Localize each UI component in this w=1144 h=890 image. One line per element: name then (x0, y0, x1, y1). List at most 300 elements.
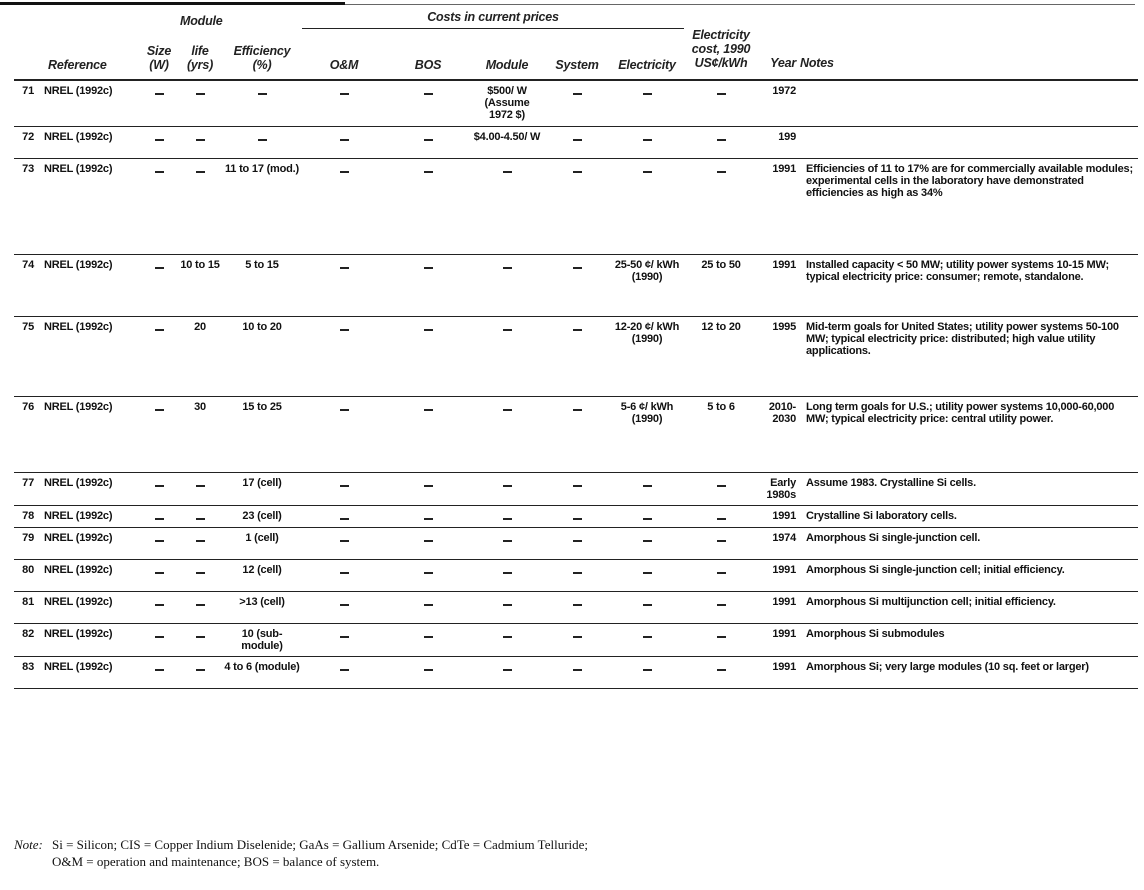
module-life-cell (178, 591, 222, 623)
year-cell-text: 1991 (772, 660, 797, 673)
year-cell-text: 1991 (772, 563, 797, 576)
empty-dash (196, 636, 205, 638)
empty-dash (573, 171, 582, 173)
module-life-cell (178, 396, 222, 472)
footnote-line-2: O&M = operation and maintenance; BOS = balance of system. (52, 854, 380, 869)
empty-dash (340, 540, 349, 542)
system-cost-cell (544, 472, 610, 505)
top-rule-thick (0, 2, 345, 5)
table-row (14, 656, 1138, 688)
row-number-text: 79 (22, 531, 34, 544)
reference-cell-text: NREL (1992c) (44, 509, 113, 522)
notes-cell (798, 80, 1138, 126)
efficiency-cell (222, 656, 302, 688)
efficiency-cell-text: >13 (cell) (239, 595, 285, 608)
module-cost-cell (470, 396, 544, 472)
footnote-label: Note: (14, 837, 43, 852)
empty-dash (573, 485, 582, 487)
footnote-line-1: Si = Silicon; CIS = Copper Indium Diselenide; GaAs = Gallium Arsenide; CdTe = Cadmium Telluride; (52, 837, 589, 852)
notes-cell-text: Assume 1983. Crystalline Si cells. (806, 476, 976, 489)
efficiency-cell-text: 11 to 17 (mod.) (224, 162, 300, 175)
notes-cell (798, 559, 1138, 591)
empty-dash (573, 669, 582, 671)
empty-dash (340, 267, 349, 269)
reference-cell-text: NREL (1992c) (44, 320, 113, 333)
empty-dash (643, 540, 652, 542)
notes-cell-text: Amorphous Si; very large modules (10 sq. feet or larger) (806, 660, 1089, 673)
table-row (14, 80, 1138, 126)
row-number (14, 527, 36, 559)
module-life-cell (178, 505, 222, 527)
module-cost-cell (470, 126, 544, 158)
empty-dash (717, 171, 726, 173)
header-om: O&M (302, 28, 386, 80)
electricity-1990-cell (684, 623, 758, 656)
efficiency-cell-text: 10 to 20 (242, 320, 282, 333)
footnote (14, 836, 1114, 870)
reference-cell-text: NREL (1992c) (44, 595, 113, 608)
empty-dash (155, 572, 164, 574)
system-cost-cell (544, 126, 610, 158)
row-number (14, 396, 36, 472)
om-cell (302, 316, 386, 396)
efficiency-cell (222, 559, 302, 591)
reference-cell-text: NREL (1992c) (44, 660, 113, 673)
year-cell (758, 559, 798, 591)
electricity-cost-cell (610, 126, 684, 158)
reference-cell (36, 527, 140, 559)
row-number (14, 126, 36, 158)
reference-cell (36, 472, 140, 505)
header-electricity: Electricity (610, 28, 684, 80)
module-cost-cell (470, 527, 544, 559)
om-cell (302, 126, 386, 158)
empty-dash (643, 572, 652, 574)
year-cell (758, 591, 798, 623)
module-life-cell (178, 158, 222, 254)
empty-dash (424, 669, 433, 671)
bos-cell (386, 158, 470, 254)
module-life-cell-text: 30 (194, 400, 206, 413)
system-cost-cell (544, 591, 610, 623)
table-row (14, 559, 1138, 591)
system-cost-cell (544, 158, 610, 254)
system-cost-cell (544, 527, 610, 559)
row-number (14, 591, 36, 623)
electricity-cost-cell (610, 158, 684, 254)
year-cell-text: 1991 (772, 595, 797, 608)
notes-cell-text: Amorphous Si submodules (806, 627, 945, 640)
table-row (14, 623, 1138, 656)
om-cell (302, 559, 386, 591)
year-cell-text: 2010-2030 (768, 400, 797, 425)
system-cost-cell (544, 396, 610, 472)
empty-dash (340, 572, 349, 574)
module-cost-cell (470, 559, 544, 591)
om-cell (302, 527, 386, 559)
row-number-text: 74 (22, 258, 34, 271)
empty-dash (717, 604, 726, 606)
empty-dash (503, 518, 512, 520)
year-cell (758, 623, 798, 656)
electricity-1990-cell (684, 158, 758, 254)
empty-dash (503, 171, 512, 173)
empty-dash (155, 518, 164, 520)
module-life-cell (178, 559, 222, 591)
module-cost-cell (470, 591, 544, 623)
electricity-cost-cell (610, 505, 684, 527)
module-cost-cell (470, 158, 544, 254)
module-life-cell (178, 472, 222, 505)
row-number (14, 623, 36, 656)
empty-dash (424, 572, 433, 574)
om-cell (302, 396, 386, 472)
om-cell (302, 505, 386, 527)
table-row (14, 126, 1138, 158)
reference-cell (36, 623, 140, 656)
table-row (14, 505, 1138, 527)
empty-dash (424, 636, 433, 638)
empty-dash (573, 329, 582, 331)
header-bos: BOS (386, 28, 470, 80)
empty-dash (196, 669, 205, 671)
year-cell-text: 1991 (772, 258, 797, 271)
empty-dash (155, 93, 164, 95)
electricity-1990-cell (684, 559, 758, 591)
notes-cell-text: Mid-term goals for United States; utility power systems 50-100 MW; typical electricity price: distributed; high value utility applications. (806, 320, 1119, 357)
size-cell (140, 126, 178, 158)
empty-dash (643, 93, 652, 95)
bos-cell (386, 527, 470, 559)
efficiency-cell (222, 591, 302, 623)
efficiency-cell (222, 396, 302, 472)
empty-dash (573, 540, 582, 542)
row-number-text: 73 (22, 162, 34, 175)
efficiency-cell-text: 12 (cell) (242, 563, 282, 576)
year-cell-text: 1991 (772, 627, 797, 640)
notes-cell (798, 126, 1138, 158)
size-cell (140, 316, 178, 396)
header-year: Year (758, 8, 798, 80)
empty-dash (643, 171, 652, 173)
om-cell (302, 472, 386, 505)
electricity-cost-cell (610, 656, 684, 688)
empty-dash (258, 139, 267, 141)
electricity-cost-cell-text: 5-6 ¢/ kWh (1990) (620, 400, 674, 425)
row-number-text: 82 (22, 627, 34, 640)
empty-dash (155, 669, 164, 671)
system-cost-cell (544, 316, 610, 396)
empty-dash (155, 171, 164, 173)
reference-cell (36, 80, 140, 126)
efficiency-cell (222, 158, 302, 254)
year-cell-text: 1991 (772, 162, 797, 175)
table-row (14, 591, 1138, 623)
reference-cell (36, 254, 140, 316)
empty-dash (196, 171, 205, 173)
efficiency-cell (222, 505, 302, 527)
header-module-life: life (yrs) (178, 28, 222, 80)
empty-dash (503, 572, 512, 574)
reference-cell (36, 591, 140, 623)
year-cell-text: 1995 (772, 320, 797, 333)
row-number-text: 72 (22, 130, 34, 143)
reference-cell-text: NREL (1992c) (44, 130, 113, 143)
empty-dash (643, 669, 652, 671)
system-cost-cell (544, 505, 610, 527)
empty-dash (340, 409, 349, 411)
size-cell (140, 396, 178, 472)
notes-cell-text: Amorphous Si single-junction cell; initial efficiency. (806, 563, 1065, 576)
year-cell (758, 472, 798, 505)
empty-dash (196, 540, 205, 542)
empty-dash (196, 518, 205, 520)
electricity-1990-cell (684, 316, 758, 396)
table-row (14, 527, 1138, 559)
bos-cell (386, 656, 470, 688)
year-cell (758, 80, 798, 126)
empty-dash (503, 329, 512, 331)
module-cost-cell (470, 254, 544, 316)
empty-dash (503, 669, 512, 671)
efficiency-cell-text: 15 to 25 (242, 400, 282, 413)
electricity-1990-cell (684, 505, 758, 527)
reference-cell (36, 158, 140, 254)
year-cell (758, 527, 798, 559)
notes-cell (798, 505, 1138, 527)
om-cell (302, 591, 386, 623)
empty-dash (196, 139, 205, 141)
module-life-cell (178, 316, 222, 396)
bos-cell (386, 591, 470, 623)
module-life-cell (178, 254, 222, 316)
table-row (14, 472, 1138, 505)
notes-cell-text: Amorphous Si single-junction cell. (806, 531, 981, 544)
bos-cell (386, 254, 470, 316)
electricity-1990-cell (684, 527, 758, 559)
electricity-1990-cell-text: 5 to 6 (707, 400, 735, 413)
bos-cell (386, 80, 470, 126)
module-life-cell (178, 126, 222, 158)
electricity-cost-cell (610, 623, 684, 656)
efficiency-cell-text: 1 (cell) (245, 531, 279, 544)
empty-dash (503, 604, 512, 606)
notes-cell-text: Long term goals for U.S.; utility power systems 10,000-60,000 MW; typical electricity price: central utility power. (806, 400, 1115, 425)
empty-dash (643, 139, 652, 141)
reference-cell-text: NREL (1992c) (44, 627, 113, 640)
header-reference: Reference (36, 28, 140, 80)
table-row (14, 158, 1138, 254)
row-number (14, 80, 36, 126)
row-number-text: 81 (22, 595, 34, 608)
empty-dash (573, 93, 582, 95)
empty-dash (258, 93, 267, 95)
empty-dash (155, 604, 164, 606)
empty-dash (196, 572, 205, 574)
module-cost-cell (470, 656, 544, 688)
empty-dash (340, 604, 349, 606)
row-number-text: 78 (22, 509, 34, 522)
empty-dash (340, 518, 349, 520)
om-cell (302, 80, 386, 126)
header-module-life-top: Module (180, 14, 223, 28)
reference-cell (36, 396, 140, 472)
efficiency-cell-text: 23 (cell) (242, 509, 282, 522)
empty-dash (503, 540, 512, 542)
empty-dash (155, 540, 164, 542)
electricity-1990-cell (684, 472, 758, 505)
header-size: Size (W) (140, 28, 178, 80)
system-cost-cell (544, 559, 610, 591)
empty-dash (717, 540, 726, 542)
top-rule-thin (345, 4, 1135, 5)
row-number-text: 71 (22, 85, 34, 97)
year-cell-text: Early 1980s (766, 476, 797, 501)
size-cell (140, 527, 178, 559)
notes-cell (798, 254, 1138, 316)
notes-cell (798, 396, 1138, 472)
module-cost-cell (470, 623, 544, 656)
efficiency-cell (222, 254, 302, 316)
system-cost-cell (544, 80, 610, 126)
row-number-text: 75 (22, 320, 34, 333)
empty-dash (573, 572, 582, 574)
empty-dash (340, 93, 349, 95)
electricity-cost-cell (610, 396, 684, 472)
module-cost-cell (470, 316, 544, 396)
om-cell (302, 656, 386, 688)
empty-dash (643, 518, 652, 520)
header-costs-group: Costs in current prices (302, 8, 684, 28)
reference-cell-text: NREL (1992c) (44, 258, 113, 271)
electricity-cost-cell (610, 527, 684, 559)
table-row (14, 396, 1138, 472)
pv-data-table (14, 8, 1138, 689)
system-cost-cell (544, 623, 610, 656)
empty-dash (155, 329, 164, 331)
bos-cell (386, 316, 470, 396)
row-number-text: 77 (22, 476, 34, 489)
empty-dash (573, 604, 582, 606)
empty-dash (340, 329, 349, 331)
row-number (14, 656, 36, 688)
empty-dash (717, 93, 726, 95)
notes-cell-text: Amorphous Si multijunction cell; initial efficiency. (806, 595, 1056, 608)
bos-cell (386, 505, 470, 527)
header-module: Module (470, 28, 544, 80)
empty-dash (573, 409, 582, 411)
notes-cell-text: Installed capacity < 50 MW; utility power systems 10-15 MW; typical electricity price: consumer; remote, standalone. (806, 258, 1109, 283)
empty-dash (424, 171, 433, 173)
empty-dash (717, 572, 726, 574)
reference-cell (36, 126, 140, 158)
row-number (14, 158, 36, 254)
empty-dash (503, 409, 512, 411)
size-cell (140, 505, 178, 527)
row-number-text: 83 (22, 660, 34, 673)
empty-dash (155, 139, 164, 141)
efficiency-cell-text: 5 to 15 (245, 258, 279, 271)
size-cell (140, 559, 178, 591)
size-cell (140, 623, 178, 656)
empty-dash (424, 267, 433, 269)
om-cell (302, 623, 386, 656)
electricity-cost-cell-text: 12-20 ¢/ kWh (1990) (614, 320, 680, 345)
size-cell (140, 158, 178, 254)
empty-dash (643, 604, 652, 606)
empty-dash (155, 636, 164, 638)
empty-dash (717, 139, 726, 141)
bos-cell (386, 472, 470, 505)
notes-cell (798, 527, 1138, 559)
efficiency-cell-text: 10 (sub-module) (241, 627, 283, 652)
header-electricity-cost-1990: Electricity cost, 1990 US¢/kWh (684, 8, 758, 80)
table-row (14, 254, 1138, 316)
electricity-1990-cell (684, 80, 758, 126)
year-cell (758, 316, 798, 396)
reference-cell (36, 316, 140, 396)
empty-dash (643, 485, 652, 487)
empty-dash (424, 409, 433, 411)
reference-cell (36, 656, 140, 688)
size-cell (140, 591, 178, 623)
module-cost-cell (470, 80, 544, 126)
om-cell (302, 158, 386, 254)
reference-cell-text: NREL (1992c) (44, 400, 113, 413)
bos-cell (386, 559, 470, 591)
empty-dash (155, 409, 164, 411)
om-cell (302, 254, 386, 316)
table-row (14, 316, 1138, 396)
electricity-cost-cell (610, 80, 684, 126)
empty-dash (573, 636, 582, 638)
module-cost-cell (470, 505, 544, 527)
notes-cell-text: Crystalline Si laboratory cells. (806, 509, 957, 522)
reference-cell-text: NREL (1992c) (44, 531, 113, 544)
bos-cell (386, 126, 470, 158)
header-efficiency: Efficiency (%) (222, 28, 302, 80)
size-cell (140, 656, 178, 688)
empty-dash (424, 329, 433, 331)
header-notes: Notes (798, 8, 1138, 80)
size-cell (140, 472, 178, 505)
empty-dash (717, 485, 726, 487)
year-cell (758, 158, 798, 254)
empty-dash (196, 604, 205, 606)
bos-cell (386, 623, 470, 656)
electricity-1990-cell (684, 126, 758, 158)
electricity-cost-cell (610, 559, 684, 591)
efficiency-cell-text: 17 (cell) (242, 476, 282, 489)
empty-dash (340, 669, 349, 671)
empty-dash (573, 267, 582, 269)
empty-dash (196, 485, 205, 487)
electricity-1990-cell-text: 25 to 50 (701, 258, 741, 271)
reference-cell (36, 559, 140, 591)
module-life-cell (178, 656, 222, 688)
electricity-1990-cell (684, 396, 758, 472)
notes-cell (798, 472, 1138, 505)
module-life-cell-text: 20 (194, 320, 206, 333)
empty-dash (717, 636, 726, 638)
year-cell-text: 1991 (772, 509, 797, 522)
efficiency-cell-text: 4 to 6 (module) (224, 660, 300, 673)
empty-dash (424, 93, 433, 95)
empty-dash (503, 267, 512, 269)
row-number (14, 316, 36, 396)
module-life-cell (178, 623, 222, 656)
system-cost-cell (544, 254, 610, 316)
